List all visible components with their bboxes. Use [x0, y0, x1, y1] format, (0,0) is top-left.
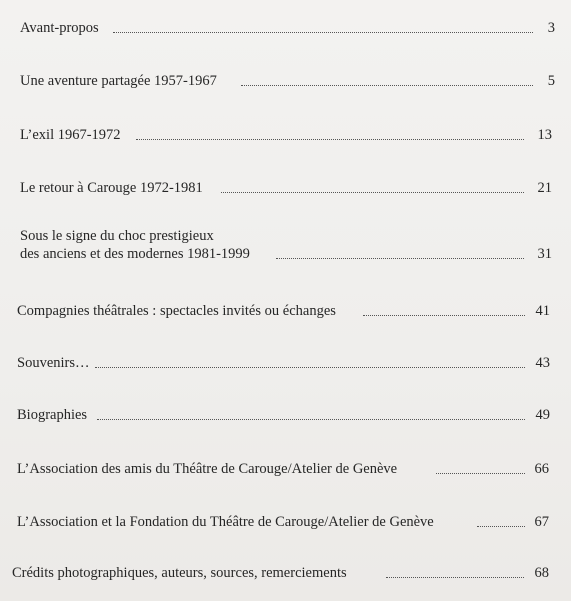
toc-entry-leader [113, 32, 533, 33]
toc-entry-title: Biographies [17, 407, 88, 423]
toc-entry-title: des anciens et des modernes 1981-1999 [20, 246, 250, 262]
toc-entry [0, 459, 560, 479]
toc-entry-page: 5 [547, 73, 555, 89]
toc-entry-leader [363, 315, 525, 316]
toc-entry [0, 178, 560, 198]
toc-entry [0, 512, 560, 532]
toc-entry-title: Crédits photographiques, auteurs, sources, remerciements [12, 565, 347, 581]
toc-entry-leader [386, 577, 524, 578]
toc-entry [0, 301, 560, 321]
toc-entry [0, 125, 560, 145]
toc-entry-page: 67 [534, 514, 549, 530]
toc-entry-leader [436, 473, 525, 474]
toc-entry-title: L’Association des amis du Théâtre de Carouge/Atelier de Genève [17, 461, 398, 477]
toc-entry-leader [221, 192, 524, 193]
toc-entry-title: L’exil 1967-1972 [20, 127, 121, 143]
toc-entry-page: 66 [534, 461, 549, 477]
toc-entry-leader [241, 85, 533, 86]
toc-entry-leader [136, 139, 524, 140]
toc-entry [0, 353, 560, 373]
toc-entry [0, 18, 560, 38]
toc-entry-leader [97, 419, 525, 420]
toc-entry-leader [95, 367, 525, 368]
toc-entry-page: 41 [535, 303, 550, 319]
toc-entry-title: Avant-propos [20, 20, 99, 36]
toc-entry [0, 405, 560, 425]
toc-entry-page: 31 [537, 246, 552, 262]
toc-entry-title: L’Association et la Fondation du Théâtre de Carouge/Atelier de Genève [17, 514, 434, 530]
toc-entry [0, 228, 560, 272]
toc-entry-title: Une aventure partagée 1957-1967 [20, 73, 217, 89]
toc-entry-page: 13 [537, 127, 552, 143]
toc-entry-page: 3 [547, 20, 555, 36]
toc-entry-title: Compagnies théâtrales : spectacles invités ou échanges [17, 303, 336, 319]
toc-entry-leader [276, 258, 524, 259]
toc-entry-title: Le retour à Carouge 1972-1981 [20, 180, 203, 196]
toc-entry-page: 68 [534, 565, 549, 581]
toc-entry-leader [477, 526, 525, 527]
toc-entry-page: 21 [537, 180, 552, 196]
toc-entry-title: Souvenirs… [17, 355, 90, 371]
toc-entry-title-line: Sous le signe du choc prestigieux [20, 228, 214, 244]
toc-entry [0, 563, 560, 583]
toc-entry-page: 43 [535, 355, 550, 371]
toc-entry [0, 71, 560, 91]
toc-entry-page: 49 [535, 407, 550, 423]
